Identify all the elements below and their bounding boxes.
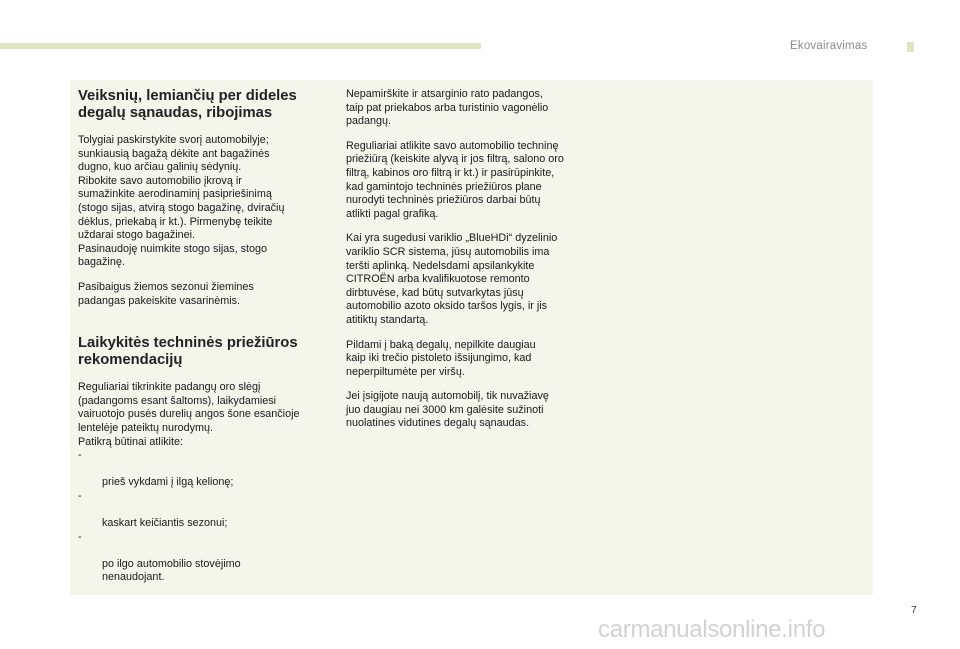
page-number: 7 (911, 604, 917, 616)
list-item (78, 531, 334, 585)
list-item-text: prieš vykdami į ilgą kelionę; (102, 476, 234, 489)
paragraph-scr-system: Kai yra sugedusi variklio „BlueHDi“ dyzelinio variklio SCR sistema, jūsų automobilis ima teršti aplinką. Nedelsdami apsilankykite CITROËN arba kvalifikuotose remonto dirbtuvėse, kad būtų sutvarkytas jūsų automobilio azoto oksido taršos lygis, ir jis atitiktų standartą. (346, 232, 558, 326)
list-item (78, 449, 334, 490)
list-dash: - (78, 489, 82, 502)
paragraph-servicing: Reguliariai atlikite savo automobilio techninę priežiūrą (keiskite alyvą ir jos filtrą, salono oro filtrą, kabinos oro filtrą ir kt.) ir pasirūpinkite, kad gamintojo techninės priežiūros plane nurodyti techninės priežiūros darbai būtų atlikti pagal grafiką. (346, 139, 564, 220)
paragraph-spare-tyre: Nepamirškite ir atsarginio rato padangos, taip pat priekabos arba turistinio vagonėlio padangų. (346, 88, 549, 128)
paragraph-new-vehicle: Jei įsigijote naują automobilį, tik nuvažiavę juo daugiau nei 3000 km galėsite sužinoti nuolatines vidutines degalų sąnaudas. (346, 390, 549, 430)
list-item-text: po ilgo automobilio stovėjimo nenaudojant. (102, 557, 241, 584)
header-accent-bar (0, 43, 481, 49)
paragraph-tyre-pressure: Reguliariai tikrinkite padangų oro slėgį (padangoms esant šaltoms), laikydamiesi vairuotojo pusės durelių angos šone esančioje lentelėje pateiktų nurodymų. Patikrą būtinai atlikite: (78, 381, 300, 448)
heading-maintenance-recommendations: Laikykitės techninės priežiūros rekomendacijų (78, 335, 298, 369)
check-list (78, 449, 334, 585)
section-marker (907, 42, 914, 52)
watermark: carmanualsonline.info (598, 616, 826, 643)
list-item-text: kaskart keičiantis sezonui; (102, 517, 228, 530)
heading-fuel-consumption-factors: Veiksnių, lemiančių per dideles degalų sąnaudas, ribojimas (78, 88, 297, 121)
left-column (78, 88, 334, 585)
section-title: Ekovairavimas (790, 40, 868, 52)
right-column (346, 88, 608, 431)
list-dash: - (78, 449, 82, 462)
list-dash: - (78, 530, 82, 543)
list-item (78, 490, 334, 531)
paragraph-refuelling: Pildami į baką degalų, nepilkite daugiau kaip iki trečio pistoleto išsijungimo, kad neperpiltumėte per viršų. (346, 338, 536, 378)
paragraph-load-distribution: Tolygiai paskirstykite svorį automobilyje; sunkiausią bagažą dėkite ant bagažinės dugno, kuo arčiau galinių sėdynių. Ribokite savo automobilio įkrovą ir sumažinkite aerodinaminį pasipriešinimą (stogo sijas, atvirą stogo bagažinę, dviračių dėklus, priekabą ir kt.). Pirmenybę teikite uždarai stogo bagažinei. Pasinaudoję nuimkite stogo sijas, stogo bagažinę. (78, 134, 285, 269)
paragraph-winter-tyres: Pasibaigus žiemos sezonui žiemines padangas pakeiskite vasarinėmis. (78, 280, 254, 307)
